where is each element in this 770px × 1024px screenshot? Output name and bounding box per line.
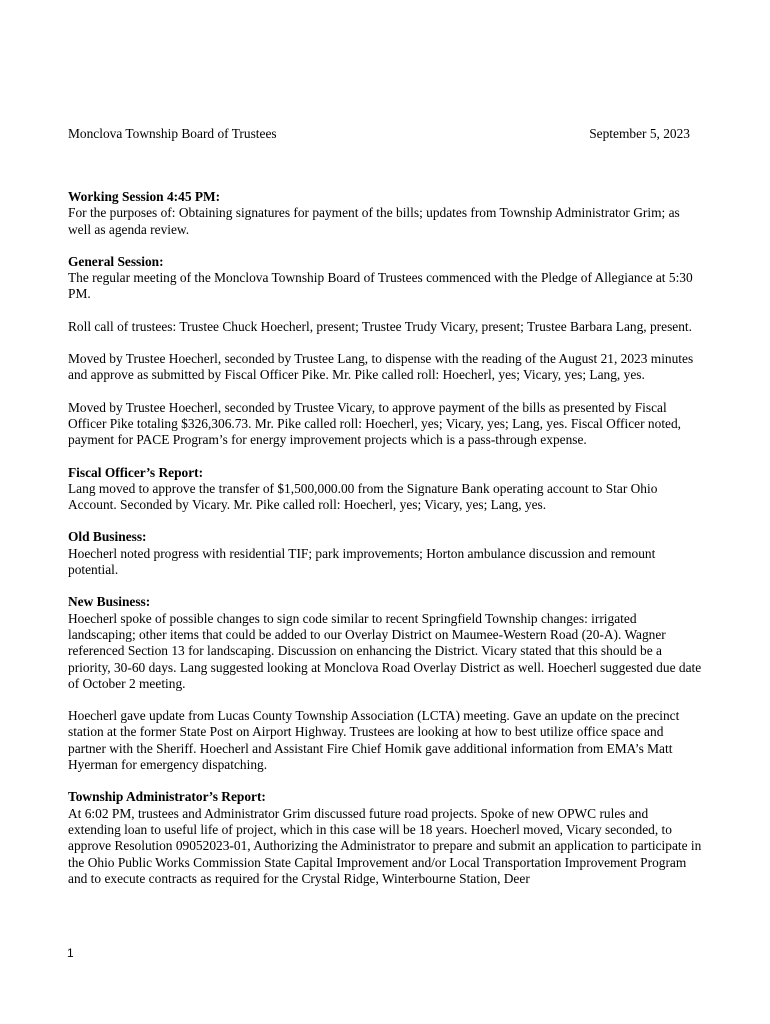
section-paragraph: For the purposes of: Obtaining signatures for payment of the bills; updates from Township Administrator Grim; as well as agenda review. bbox=[68, 205, 680, 237]
section-heading-new-business: New Business: bbox=[68, 594, 151, 610]
section-paragraph: At 6:02 PM, trustees and Administrator Grim discussed future road projects. Spoke of new OPWC rules and extending loan to useful life of project, which in this case will be 18 years. Hoecherl moved, Vicary seconded, to approve Resolution 09052023-01, Authorizing the Administrator to prepare and submit an application to participate in the Ohio Public Works Commission State Capital Improvement and/or Local Transportation Improvement Program and to execute contracts as required for the Crystal Ridge, Winterbourne Station, Deer bbox=[68, 805, 702, 886]
section-paragraph: Hoecherl gave update from Lucas County Township Association (LCTA) meeting. Gave an update on the precinct station at the former State Post on Airport Highway. Trustees are looking at how to best utilize office space and partner with the Sheriff. Hoecherl and Assistant Fire Chief Homik gave additional information from EMA’s Matt Hyerman for emergency dispatching. bbox=[68, 708, 680, 773]
page-number: 1 bbox=[67, 946, 74, 960]
section-paragraph: Roll call of trustees: Trustee Chuck Hoecherl, present; Trustee Trudy Vicary, present; Trustee Barbara Lang, present. bbox=[68, 318, 692, 334]
document-header bbox=[68, 126, 690, 142]
section-heading-fiscal-officer-report: Fiscal Officer’s Report: bbox=[68, 464, 204, 480]
section-paragraph: Moved by Trustee Hoecherl, seconded by Trustee Lang, to dispense with the reading of the August 21, 2023 minutes and approve as submitted by Fiscal Officer Pike. Mr. Pike called roll: Hoecherl, yes; Vicary, yes; Lang, yes. bbox=[68, 351, 694, 383]
section-paragraph: The regular meeting of the Monclova Township Board of Trustees commenced with the Pledge of Allegiance at 5:30 PM. bbox=[68, 270, 693, 302]
section-paragraph: Hoecherl noted progress with residential TIF; park improvements; Horton ambulance discussion and remount potential. bbox=[68, 545, 656, 578]
section-heading-old-business: Old Business: bbox=[68, 529, 147, 545]
section-heading-general-session: General Session: bbox=[68, 253, 164, 269]
organization-name: Monclova Township Board of Trustees bbox=[68, 126, 277, 141]
section-heading-working-session: Working Session 4:45 PM: bbox=[68, 189, 221, 204]
section-heading-township-administrator-report: Township Administrator’s Report: bbox=[68, 789, 266, 805]
meeting-date: September 5, 2023 bbox=[589, 126, 690, 141]
section-paragraph: Hoecherl spoke of possible changes to sign code similar to recent Springfield Township changes: irrigated landscaping; other items that could be added to our Overlay District on Maumee-Western Road (20-A). Wagner referenced Section 13 for landscaping. Discussion on enhancing the District. Vicary stated that this should be a priority, 30-60 days. Lang suggested looking at Monclova Road Overlay District as well. Hoecherl suggested due date of October 2 meeting. bbox=[68, 610, 702, 691]
section-paragraph: Moved by Trustee Hoecherl, seconded by Trustee Vicary, to approve payment of the bills as presented by Fiscal Officer Pike totaling $326,306.73. Mr. Pike called roll: Hoecherl, yes; Vicary, yes; Lang, yes. Fiscal Officer noted, payment for PACE Program’s for energy improvement projects which is a pass-through expense. bbox=[68, 399, 682, 448]
section-paragraph: Lang moved to approve the transfer of $1,500,000.00 from the Signature Bank operating account to Star Ohio Account. Seconded by Vicary. Mr. Pike called roll: Hoecherl, yes; Vicary, yes; Lang, yes. bbox=[68, 480, 658, 513]
minutes-body bbox=[68, 189, 702, 903]
